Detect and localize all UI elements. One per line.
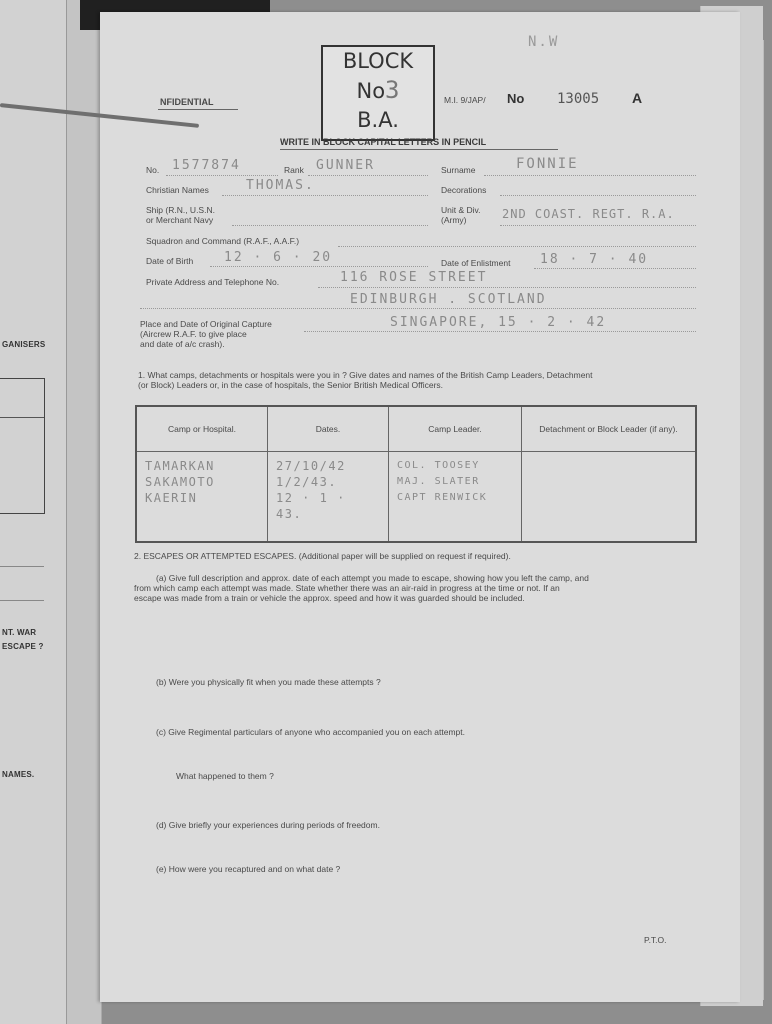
serial-letter: A — [632, 90, 643, 106]
camps-table-header — [136, 406, 696, 452]
rank-value: GUNNER — [316, 158, 375, 173]
capture-label: Place and Date of Original Capture — [140, 319, 272, 329]
service-number-value: 1577874 — [172, 158, 241, 173]
q2b-text: (b) Were you physically fit when you made these attempts ? — [156, 677, 381, 687]
capture-value: SINGAPORE, 15 · 2 · 42 — [390, 315, 607, 330]
table-cell: 27/10/42 — [276, 459, 346, 473]
left-page-rule — [0, 600, 44, 601]
christian-names-label: Christian Names — [146, 185, 209, 195]
ship-line — [232, 225, 428, 226]
unit-label: Unit & Div. — [441, 205, 481, 215]
camps-table-body — [136, 452, 696, 543]
stamp-line-ba: B.A. — [357, 108, 399, 132]
pencil-note: N.W — [528, 34, 560, 50]
folder-spine — [66, 0, 102, 1024]
christian-names-line — [222, 195, 428, 196]
camp-leaders-cell — [389, 452, 522, 543]
camps-table — [135, 405, 697, 543]
ship-label: Ship (R.N., U.S.N. — [146, 205, 215, 215]
dob-line — [210, 266, 428, 267]
reference-label: M.I. 9/JAP/ — [444, 95, 486, 105]
q2e-text: (e) How were you recaptured and on what date ? — [156, 864, 341, 874]
surname-label: Surname — [441, 165, 476, 175]
left-page-label: ESCAPE ? — [2, 642, 44, 651]
q2-heading: 2. ESCAPES OR ATTEMPTED ESCAPES. (Additional paper will be supplied on request if required). — [134, 551, 511, 561]
left-page-label: NT. WAR — [2, 628, 37, 637]
q2a-text: (a) Give full description and approx. date of each attempt you made to escape, showing how you left the camp, and — [156, 573, 589, 583]
table-cell: TAMARKAN — [145, 459, 215, 473]
block-stamp — [321, 45, 435, 141]
table-cell: 12 · 1 · 43. — [276, 491, 346, 521]
ship-label-2: or Merchant Navy — [146, 215, 214, 225]
capture-line — [304, 331, 696, 332]
q2c-text: (c) Give Regimental particulars of anyone who accompanied you on each attempt. — [156, 727, 465, 737]
address-value-1: 116 ROSE STREET — [340, 270, 488, 285]
table-cell: MAJ. SLATER — [397, 476, 480, 487]
service-number-label: No. — [146, 165, 160, 175]
stamp-block-number: 3 — [385, 76, 400, 104]
surname-value: FONNIE — [516, 156, 579, 172]
table-cell: CAPT RENWICK — [397, 492, 488, 503]
table-cell: 1/2/43. — [276, 475, 338, 489]
camp-names-cell — [136, 452, 268, 543]
col-dates-header: Dates. — [268, 406, 389, 452]
rank-line — [308, 175, 428, 176]
unit-line — [500, 225, 696, 226]
service-number-line — [166, 175, 278, 176]
left-page-label: NAMES. — [2, 770, 35, 779]
squadron-line — [338, 246, 696, 247]
rank-label: Rank — [284, 165, 304, 175]
table-cell: COL. TOOSEY — [397, 460, 480, 471]
table-cell: SAKAMOTO — [145, 475, 215, 489]
stamp-line-block: BLOCK — [342, 49, 414, 73]
capture-label-3: and date of a/c crash). — [140, 339, 225, 349]
dob-value: 12 · 6 · 20 — [224, 250, 333, 265]
camp-dates-cell — [268, 452, 389, 543]
dob-label: Date of Birth — [146, 256, 194, 266]
stamp-no-label: No — [356, 79, 386, 103]
col-leader-header: Camp Leader. — [389, 406, 522, 452]
q2c-text-2: What happened to them ? — [176, 771, 274, 781]
col-camp-header: Camp or Hospital. — [136, 406, 268, 452]
address-value-2: EDINBURGH . SCOTLAND — [350, 292, 547, 307]
surname-line — [484, 175, 696, 176]
squadron-label: Squadron and Command (R.A.F., A.A.F.) — [146, 236, 300, 246]
address-line — [318, 287, 696, 288]
q2a-text-3: escape was made from a train or vehicle the approx. speed and how it was guarded should be included. — [134, 593, 525, 603]
left-page-rule — [0, 566, 44, 567]
unit-label-2: (Army) — [441, 215, 467, 225]
decorations-line — [500, 195, 696, 196]
enlistment-value: 18 · 7 · 40 — [540, 252, 649, 267]
decorations-label: Decorations — [441, 185, 487, 195]
left-page-label: GANISERS — [2, 340, 46, 349]
christian-names-value: THOMAS. — [246, 178, 315, 193]
unit-value: 2ND COAST. REGT. R.A. — [502, 207, 675, 221]
q2a-text-2: from which camp each attempt was made. State whether there was an air-raid in progress at the time or not. If an — [134, 583, 560, 593]
serial-number: 13005 — [557, 91, 600, 107]
q2d-text: (d) Give briefly your experiences during periods of freedom. — [156, 820, 380, 830]
table-cell: KAERIN — [145, 491, 198, 505]
address-label: Private Address and Telephone No. — [146, 277, 280, 287]
stamp-line-no — [323, 76, 433, 106]
q1-text-2: (or Block) Leaders or, in the case of hospitals, the Senior British Medical Officers. — [138, 380, 444, 390]
instruction-underline — [280, 149, 558, 150]
pto-label: P.T.O. — [644, 935, 667, 945]
col-detachment-header: Detachment or Block Leader (if any). — [522, 406, 697, 452]
confidential-underline — [158, 109, 238, 110]
enlistment-label: Date of Enlistment — [441, 258, 511, 268]
left-page-box — [0, 378, 45, 514]
q1-text: 1. What camps, detachments or hospitals were you in ? Give dates and names of the British Camp Leaders, Detachment — [138, 370, 593, 380]
confidential-label: NFIDENTIAL — [160, 97, 214, 107]
detachment-cell — [522, 452, 697, 543]
number-label: No — [507, 91, 525, 106]
enlistment-line — [534, 268, 696, 269]
instruction-heading: WRITE IN BLOCK CAPITAL LETTERS IN PENCIL — [280, 137, 487, 147]
capture-label-2: (Aircrew R.A.F. to give place — [140, 329, 247, 339]
address-line-2 — [140, 308, 696, 309]
